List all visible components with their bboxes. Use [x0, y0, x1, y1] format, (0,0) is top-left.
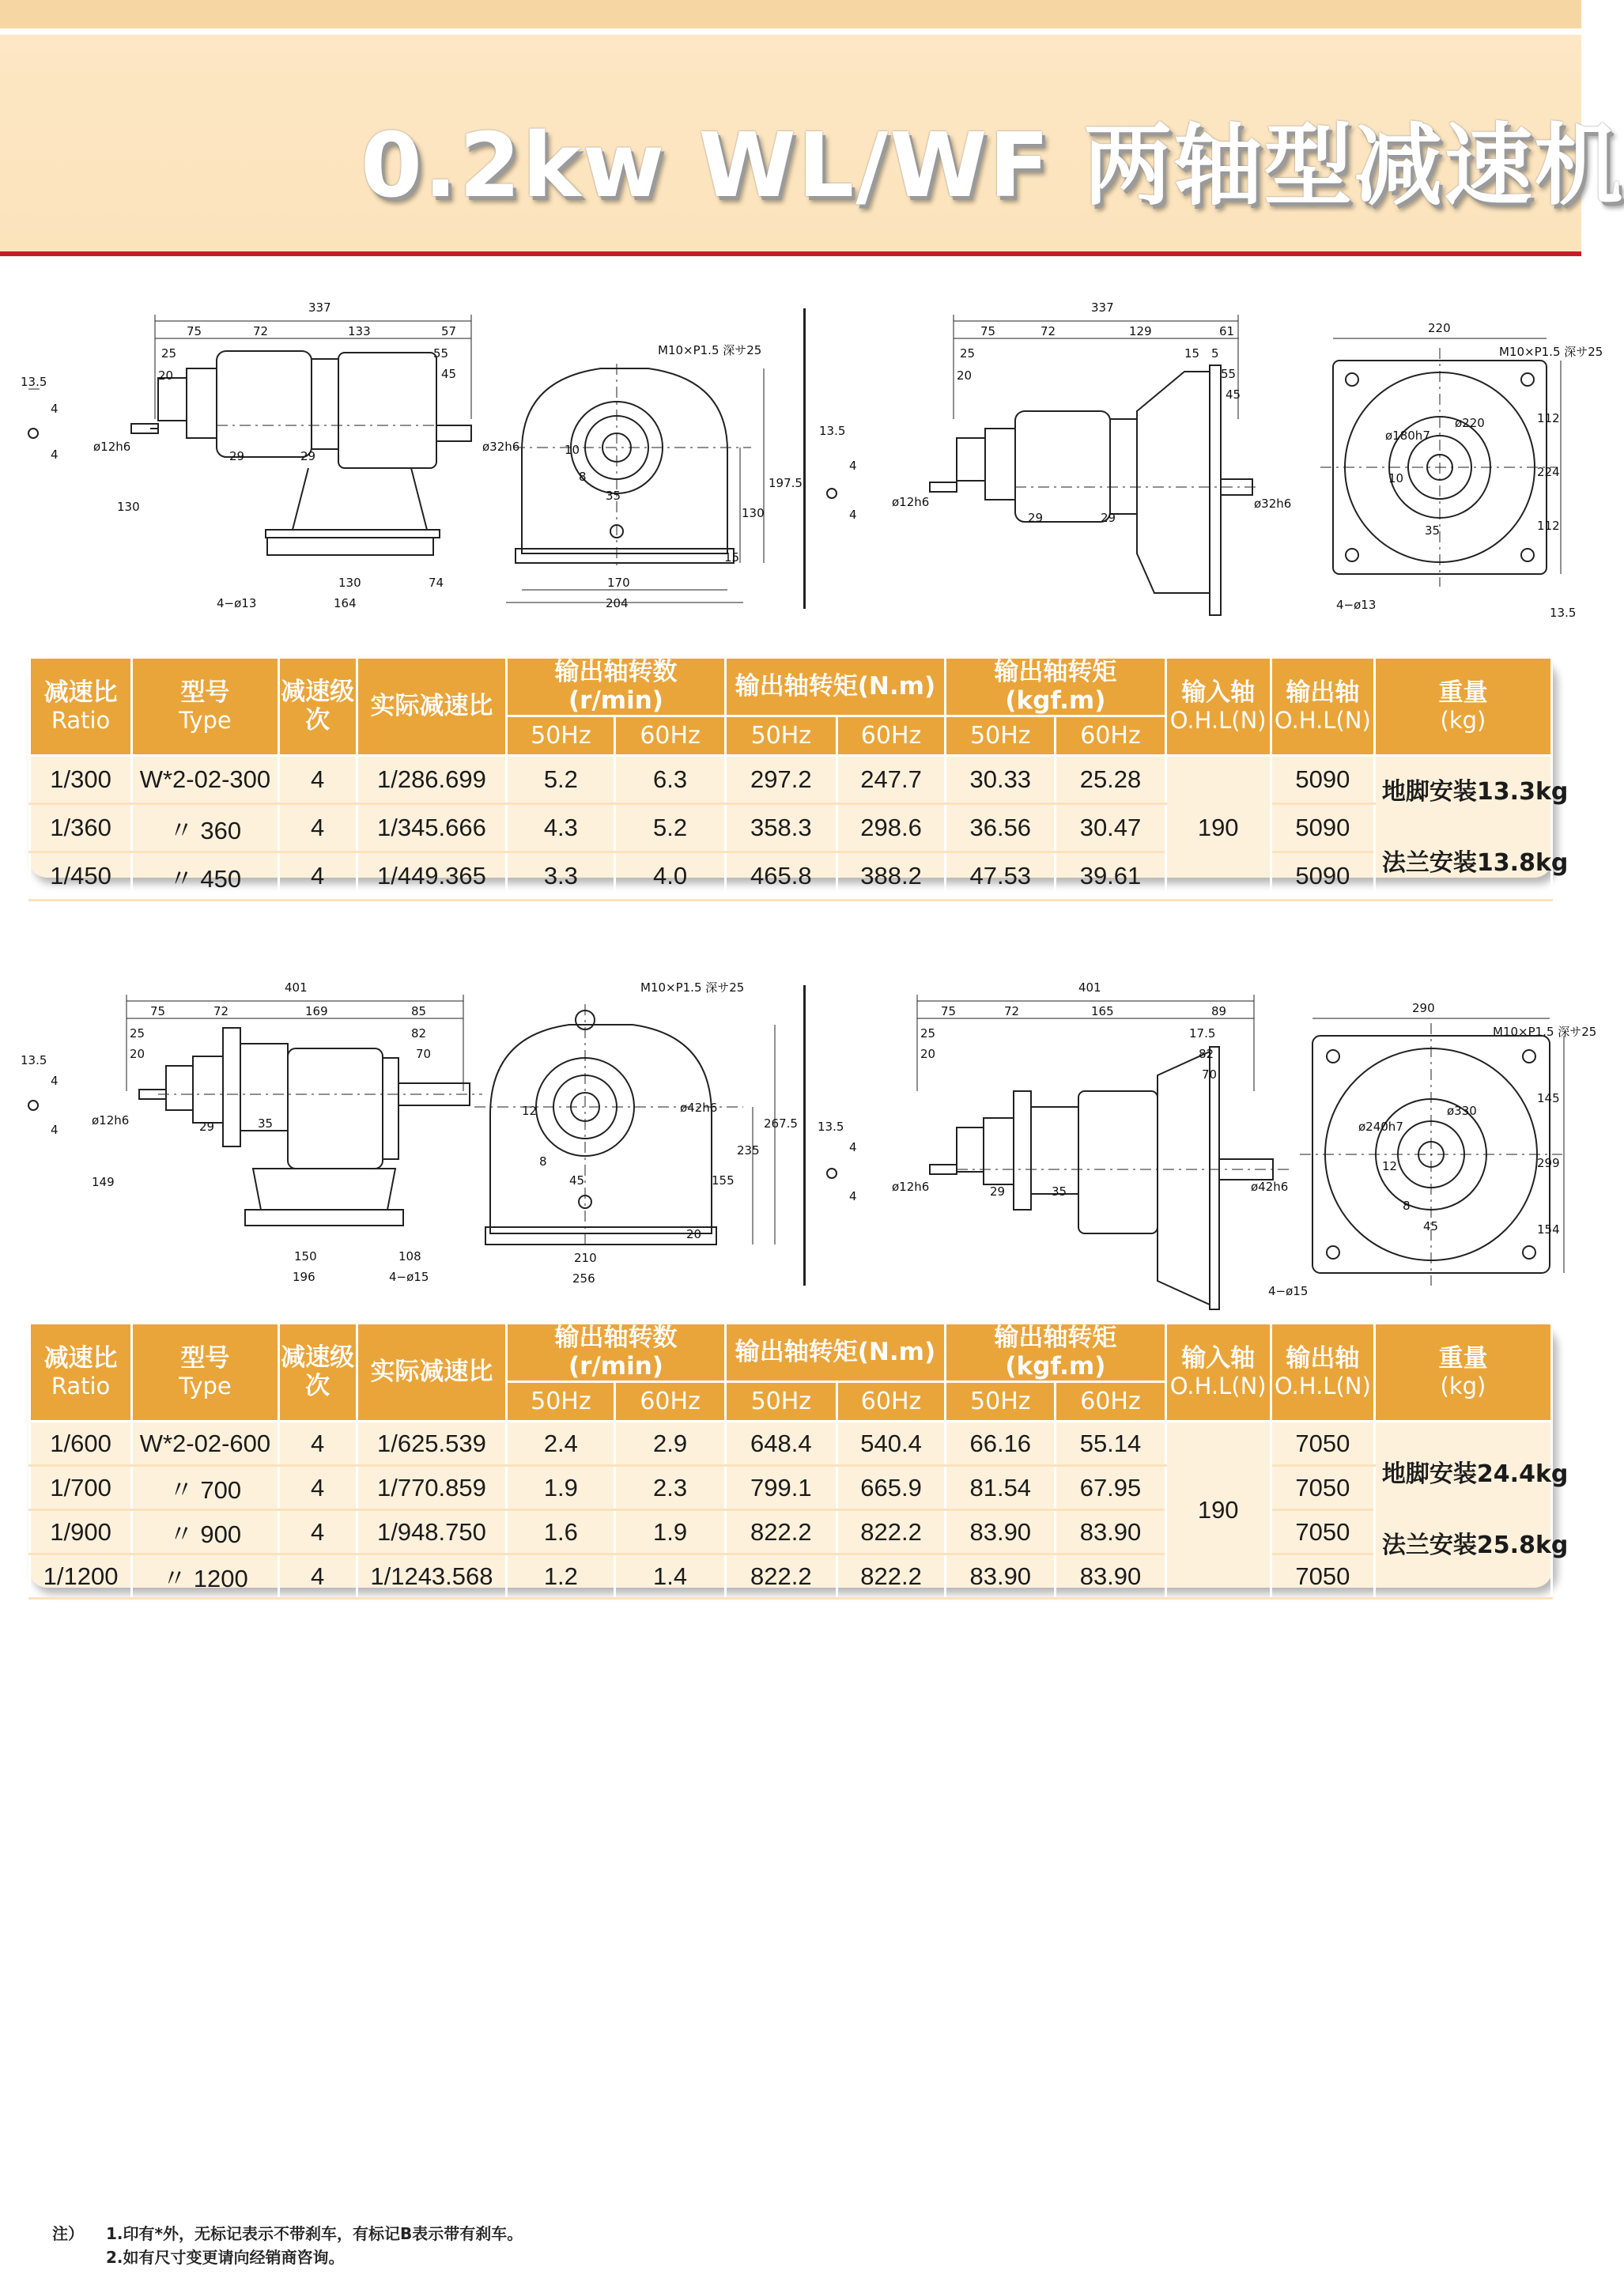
- svg-text:35: 35: [1052, 1184, 1067, 1199]
- svg-text:ø330: ø330: [1447, 1104, 1477, 1118]
- svg-text:ø240h7: ø240h7: [1358, 1120, 1403, 1134]
- svg-text:267.5: 267.5: [764, 1116, 798, 1131]
- svg-text:130: 130: [742, 506, 765, 520]
- svg-text:20: 20: [957, 368, 973, 383]
- svg-text:112: 112: [1537, 519, 1560, 533]
- svg-text:12: 12: [1382, 1159, 1398, 1173]
- col-speed-50hz: 50Hz: [507, 716, 615, 756]
- table-row: 1/1200 〃 1200 4 1/1243.568 1.2 1.4 822.2 822.2 83.90 83.90 7050: [30, 1554, 1552, 1599]
- svg-text:13.5: 13.5: [818, 1120, 844, 1134]
- svg-text:25: 25: [130, 1026, 145, 1041]
- table-row: 1/700 〃 700 4 1/770.859 1.9 2.3 799.1 665.9 81.54 67.95 7050: [30, 1466, 1552, 1510]
- weight-cell: [1374, 1422, 1569, 1599]
- col-kgf-60hz: 60Hz: [1056, 716, 1165, 756]
- svg-text:13.5: 13.5: [1550, 606, 1577, 620]
- top-strip: [0, 0, 1581, 28]
- svg-text:337: 337: [1091, 300, 1114, 315]
- svg-text:29: 29: [300, 449, 316, 463]
- table-row: 1/900 〃 900 4 1/948.750 1.6 1.9 822.2 822.2 83.90 83.90 7050: [30, 1510, 1552, 1554]
- drawing-svg: [814, 293, 1603, 633]
- svg-text:ø42h6: ø42h6: [680, 1101, 718, 1115]
- svg-text:20: 20: [686, 1227, 702, 1241]
- svg-text:197.5: 197.5: [769, 476, 803, 490]
- svg-text:5: 5: [1211, 346, 1219, 361]
- col-type: 型号 Type: [132, 658, 279, 756]
- svg-text:133: 133: [348, 324, 371, 338]
- svg-text:15: 15: [724, 550, 740, 565]
- notes-heading: 注）: [52, 2224, 84, 2243]
- svg-text:20: 20: [130, 1047, 145, 1061]
- table-row: 1/450 〃 450 4 1/449.365 3.3 4.0 465.8 388.2 47.53 39.61 5090: [30, 852, 1552, 901]
- svg-text:ø32h6: ø32h6: [1254, 497, 1292, 511]
- svg-text:35: 35: [606, 489, 621, 503]
- note-line-1: 1.印有*外，无标记表示不带刹车，有标记B表示带有刹车。: [106, 2224, 523, 2243]
- svg-text:169: 169: [305, 1004, 328, 1018]
- input-ohl-value: 190: [1165, 1422, 1271, 1599]
- col-nm-60hz: 60Hz: [837, 1382, 945, 1422]
- svg-text:290: 290: [1412, 1001, 1435, 1015]
- svg-text:70: 70: [416, 1047, 432, 1061]
- svg-text:12: 12: [522, 1104, 538, 1118]
- svg-text:89: 89: [1211, 1004, 1227, 1018]
- drawing-divider-1: [803, 308, 806, 609]
- col-type: 型号 Type: [132, 1324, 279, 1422]
- svg-text:55: 55: [1221, 367, 1237, 381]
- svg-text:4−ø15: 4−ø15: [389, 1270, 429, 1284]
- svg-text:4−ø13: 4−ø13: [1336, 598, 1377, 612]
- svg-text:204: 204: [606, 596, 629, 610]
- svg-text:75: 75: [941, 1004, 957, 1018]
- svg-text:M10×P1.5 深サ25: M10×P1.5 深サ25: [640, 980, 745, 995]
- svg-text:4: 4: [849, 1140, 857, 1154]
- col-kgf-60hz: 60Hz: [1056, 1382, 1165, 1422]
- col-output-ohl: 输出轴 O.H.L(N): [1271, 658, 1374, 756]
- svg-text:150: 150: [294, 1249, 317, 1263]
- col-ratio: 减速比 Ratio: [30, 658, 132, 756]
- drawing-foot-mount-1: [16, 293, 803, 625]
- svg-text:M10×P1.5 深サ25: M10×P1.5 深サ25: [1493, 1025, 1597, 1039]
- svg-text:401: 401: [1078, 980, 1101, 995]
- col-stages: 减速级次: [278, 658, 357, 756]
- svg-text:72: 72: [253, 324, 269, 338]
- drawing-flange-mount-1: [814, 293, 1603, 633]
- svg-text:61: 61: [1219, 324, 1235, 338]
- col-kgf-50hz: 50Hz: [946, 1382, 1056, 1422]
- svg-text:4: 4: [51, 448, 59, 462]
- svg-text:155: 155: [712, 1173, 735, 1188]
- svg-text:75: 75: [980, 324, 996, 338]
- col-output-ohl: 输出轴 O.H.L(N): [1271, 1324, 1374, 1422]
- svg-text:85: 85: [411, 1004, 427, 1018]
- svg-text:72: 72: [1004, 1004, 1020, 1018]
- spec-table-1: [28, 656, 1569, 893]
- weight-flange-mount: 法兰安装25.8kg: [1381, 1531, 1569, 1559]
- svg-text:ø180h7: ø180h7: [1385, 429, 1430, 443]
- svg-text:129: 129: [1129, 324, 1152, 338]
- svg-text:82: 82: [411, 1026, 427, 1041]
- svg-text:299: 299: [1537, 1156, 1560, 1170]
- svg-text:337: 337: [308, 300, 331, 315]
- svg-text:130: 130: [117, 500, 140, 514]
- svg-text:8: 8: [579, 470, 587, 484]
- svg-text:ø220: ø220: [1455, 416, 1485, 430]
- col-speed-60hz: 60Hz: [615, 1382, 725, 1422]
- weight-foot-mount: 地脚安装24.4kg: [1381, 1460, 1569, 1488]
- col-output-torque-kgf: 输出轴转矩(kgf.m): [946, 1324, 1165, 1382]
- svg-text:4: 4: [849, 459, 857, 473]
- svg-text:220: 220: [1428, 321, 1451, 335]
- svg-text:25: 25: [960, 346, 976, 361]
- svg-text:29: 29: [1028, 511, 1044, 525]
- col-output-torque-kgf: 输出轴转矩(kgf.m): [946, 658, 1165, 716]
- col-ratio: 减速比 Ratio: [30, 1324, 132, 1422]
- svg-text:164: 164: [334, 596, 357, 610]
- col-weight: 重量 (kg): [1374, 1324, 1551, 1422]
- svg-text:196: 196: [293, 1270, 315, 1284]
- svg-text:235: 235: [737, 1143, 760, 1158]
- col-output-torque-nm: 输出轴转矩(N.m): [725, 1324, 945, 1382]
- col-kgf-50hz: 50Hz: [946, 716, 1056, 756]
- svg-text:17.5: 17.5: [1189, 1026, 1216, 1041]
- svg-text:70: 70: [1202, 1067, 1218, 1082]
- svg-text:170: 170: [607, 576, 630, 590]
- svg-text:224: 224: [1537, 465, 1560, 479]
- svg-text:4: 4: [51, 1123, 59, 1137]
- col-nm-50hz: 50Hz: [725, 716, 837, 756]
- weight-cell: [1374, 756, 1569, 901]
- svg-text:55: 55: [433, 346, 449, 361]
- svg-text:M10×P1.5 深サ25: M10×P1.5 深サ25: [658, 343, 762, 357]
- svg-text:75: 75: [187, 324, 202, 338]
- svg-text:M10×P1.5 深サ25: M10×P1.5 深サ25: [1499, 345, 1603, 359]
- svg-text:112: 112: [1537, 411, 1560, 425]
- svg-text:72: 72: [1040, 324, 1056, 338]
- drawing-divider-2: [803, 985, 806, 1286]
- table-row: 1/600 W*2-02-600 4 1/625.539 2.4 2.9 648.4 540.4 66.16 55.14 190 7050 地脚安装24.4kg 法兰安装25.8kg: [30, 1422, 1552, 1466]
- svg-text:130: 130: [338, 576, 361, 590]
- svg-text:210: 210: [574, 1251, 597, 1265]
- svg-text:57: 57: [441, 324, 457, 338]
- header-rule: [0, 251, 1581, 256]
- svg-text:401: 401: [285, 980, 308, 995]
- svg-text:13.5: 13.5: [819, 424, 846, 438]
- svg-text:25: 25: [920, 1026, 936, 1041]
- col-actual-ratio: 实际减速比: [357, 658, 507, 756]
- page-title: 0.2kw WL/WF 两轴型减速机: [361, 115, 1624, 217]
- col-input-ohl: 输入轴 O.H.L(N): [1165, 1324, 1271, 1422]
- col-output-speed: 输出轴转数(r/min): [507, 658, 725, 716]
- col-stages: 减速级次: [278, 1324, 357, 1422]
- col-nm-60hz: 60Hz: [837, 716, 945, 756]
- note-line-2: 2.如有尺寸变更请向经销商咨询。: [106, 2248, 345, 2267]
- col-speed-60hz: 60Hz: [615, 716, 725, 756]
- col-output-torque-nm: 输出轴转矩(N.m): [725, 658, 945, 716]
- svg-text:45: 45: [1226, 387, 1241, 402]
- svg-text:4−ø13: 4−ø13: [217, 596, 257, 610]
- svg-text:4: 4: [51, 1074, 59, 1088]
- svg-text:4: 4: [849, 508, 857, 522]
- svg-text:20: 20: [158, 368, 174, 383]
- table-row: 1/300 W*2-02-300 4 1/286.699 5.2 6.3 297.2 247.7 30.33 25.28 190 5090 地脚安装13.3kg 法兰安装13.8kg: [30, 756, 1552, 804]
- svg-text:145: 145: [1537, 1091, 1560, 1105]
- drawing-flange-mount-2: [814, 973, 1597, 1313]
- weight-foot-mount: 地脚安装13.3kg: [1381, 778, 1569, 806]
- col-output-speed: 输出轴转数(r/min): [507, 1324, 725, 1382]
- input-ohl-value: 190: [1165, 756, 1271, 901]
- col-input-ohl: 输入轴 O.H.L(N): [1165, 658, 1271, 756]
- drawing-foot-mount-2: [16, 973, 799, 1305]
- svg-text:4: 4: [51, 402, 59, 416]
- col-nm-50hz: 50Hz: [725, 1382, 837, 1422]
- col-speed-50hz: 50Hz: [507, 1382, 615, 1422]
- svg-text:4−ø15: 4−ø15: [1268, 1284, 1309, 1298]
- spec-table-2: [28, 1322, 1569, 1593]
- svg-text:29: 29: [199, 1120, 215, 1134]
- drawing-svg: [814, 973, 1597, 1313]
- svg-text:149: 149: [92, 1175, 115, 1189]
- svg-text:13.5: 13.5: [21, 1053, 47, 1067]
- col-weight: 重量 (kg): [1374, 658, 1551, 756]
- svg-text:15: 15: [1184, 346, 1200, 361]
- svg-text:165: 165: [1091, 1004, 1114, 1018]
- table-row: 1/360 〃 360 4 1/345.666 4.3 5.2 358.3 298.6 36.56 30.47 5090: [30, 804, 1552, 852]
- svg-text:10: 10: [1388, 471, 1404, 485]
- svg-text:8: 8: [539, 1154, 547, 1169]
- svg-text:35: 35: [1425, 523, 1441, 538]
- svg-text:20: 20: [920, 1047, 936, 1061]
- svg-text:29: 29: [990, 1184, 1006, 1199]
- svg-text:82: 82: [1199, 1047, 1214, 1061]
- weight-flange-mount: 法兰安装13.8kg: [1381, 849, 1569, 878]
- svg-text:256: 256: [572, 1271, 595, 1286]
- svg-text:45: 45: [1423, 1219, 1439, 1233]
- svg-text:13.5: 13.5: [21, 375, 47, 389]
- col-actual-ratio: 实际减速比: [357, 1324, 507, 1422]
- svg-text:72: 72: [213, 1004, 229, 1018]
- svg-text:8: 8: [1403, 1199, 1411, 1213]
- svg-text:ø12h6: ø12h6: [92, 1113, 130, 1128]
- svg-text:108: 108: [398, 1249, 421, 1263]
- svg-text:4: 4: [849, 1189, 857, 1203]
- svg-text:45: 45: [441, 367, 457, 381]
- svg-text:29: 29: [1101, 511, 1116, 525]
- svg-text:45: 45: [569, 1173, 585, 1188]
- svg-text:ø32h6: ø32h6: [482, 440, 520, 454]
- svg-text:ø42h6: ø42h6: [1251, 1180, 1289, 1194]
- drawing-svg: [16, 293, 803, 625]
- svg-text:74: 74: [429, 576, 444, 590]
- svg-text:29: 29: [229, 449, 245, 463]
- svg-text:35: 35: [258, 1116, 274, 1131]
- svg-text:ø12h6: ø12h6: [892, 495, 930, 509]
- svg-text:25: 25: [161, 346, 177, 361]
- svg-text:10: 10: [565, 443, 580, 457]
- svg-text:ø12h6: ø12h6: [93, 440, 131, 454]
- svg-text:75: 75: [150, 1004, 166, 1018]
- svg-text:154: 154: [1537, 1222, 1560, 1237]
- svg-text:ø12h6: ø12h6: [892, 1180, 930, 1194]
- drawing-svg: [16, 973, 799, 1305]
